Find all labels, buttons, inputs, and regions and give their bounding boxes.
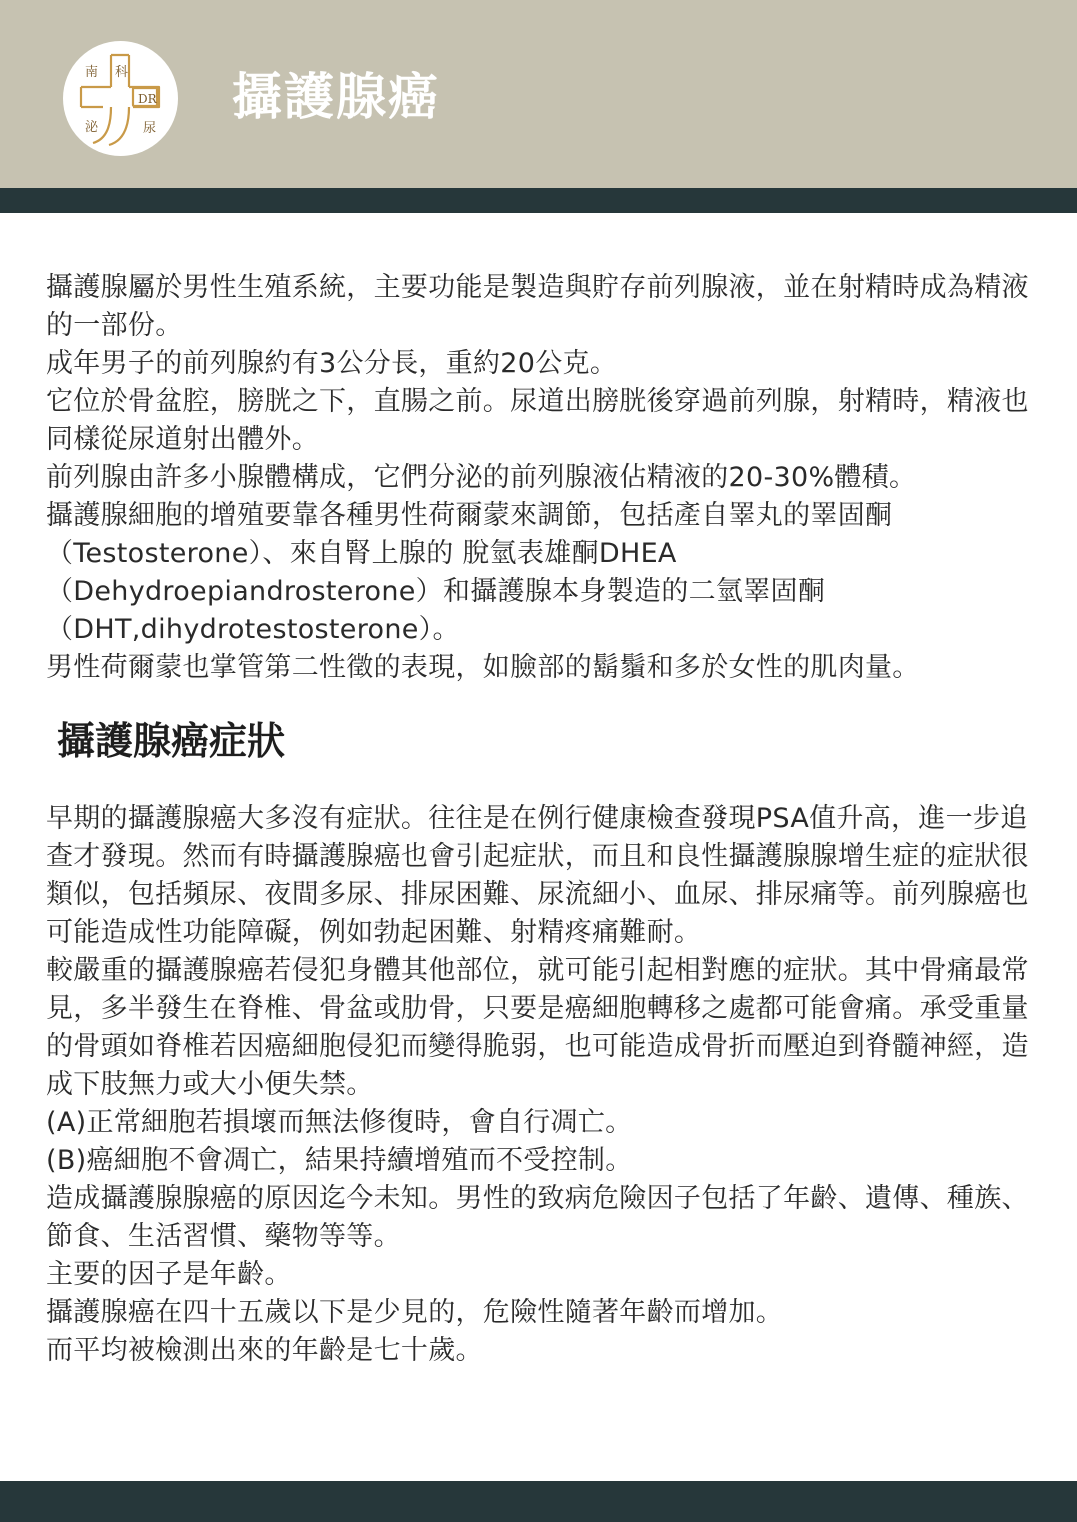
logo-dr-text: DR xyxy=(138,92,157,106)
symptoms-section xyxy=(46,800,1031,1370)
intro-paragraph: 前列腺由許多小腺體構成，它們分泌的前列腺液佔精液的20-30%體積。 xyxy=(46,462,917,493)
symptoms-heading: 攝護腺癌症狀 xyxy=(57,719,286,763)
footer-bar xyxy=(0,1481,1077,1522)
symptoms-paragraph: 早期的攝護腺癌大多沒有症狀。往往是在例行健康檢查發現PSA值升高，進一步追查才發現。然而有時攝護腺癌也會引起症狀，而且和良性攝護腺腺增生症的症狀很類似，包括頻尿、夜間多尿、排尿困難、尿流細小、血尿、排尿痛等。前列腺癌也可能造成性功能障礙，例如勃起困難、射精疼痛難耐。 xyxy=(46,803,1029,948)
symptoms-paragraph: 攝護腺癌在四十五歲以下是少見的，危險性隨著年齡而增加。 xyxy=(46,1297,784,1328)
intro-paragraph: （Dehydroepiandrosterone）和攝護腺本身製造的二氫睪固酮 xyxy=(46,576,826,607)
symptoms-paragraph: 較嚴重的攝護腺癌若侵犯身體其他部位，就可能引起相對應的症狀。其中骨痛最常見，多半發生在脊椎、骨盆或肋骨，只要是癌細胞轉移之處都可能會痛。承受重量的骨頭如脊椎若因癌細胞侵犯而變得脆弱，也可能造成骨折而壓迫到脊髓神經，造成下肢無力或大小便失禁。 xyxy=(46,955,1029,1100)
intro-paragraph: 攝護腺屬於男性生殖系統，主要功能是製造與貯存前列腺液，並在射精時成為精液的一部份。 xyxy=(46,272,1029,341)
intro-paragraph: 男性荷爾蒙也掌管第二性徵的表現，如臉部的鬍鬚和多於女性的肌肉量。 xyxy=(46,652,920,683)
intro-paragraph: （Testosterone）、來自腎上腺的 脫氫表雄酮DHEA xyxy=(46,538,677,569)
logo-char-south: 南 xyxy=(85,65,99,80)
intro-paragraph: 攝護腺細胞的增殖要靠各種男性荷爾蒙來調節，包括產自睪丸的睪固酮 xyxy=(46,500,893,531)
symptoms-paragraph: (B)癌細胞不會凋亡，結果持續增殖而不受控制。 xyxy=(46,1145,633,1176)
logo-char-urine: 尿 xyxy=(143,121,157,136)
symptoms-paragraph: 主要的因子是年齡。 xyxy=(46,1259,292,1290)
intro-section xyxy=(46,269,1031,687)
intro-paragraph: 成年男子的前列腺約有3公分長，重約20公克。 xyxy=(46,348,618,379)
logo-char-secrete: 泌 xyxy=(85,120,99,135)
intro-paragraph: （DHT,dihydrotestosterone）。 xyxy=(46,614,460,645)
header-divider-bar xyxy=(0,188,1077,213)
logo-cross-icon xyxy=(63,41,178,156)
page-title: 攝護腺癌 xyxy=(232,68,440,126)
symptoms-paragraph: 而平均被檢測出來的年齡是七十歲。 xyxy=(46,1335,483,1366)
intro-paragraph: 它位於骨盆腔，膀胱之下，直腸之前。尿道出膀胱後穿過前列腺，射精時，精液也同樣從尿道射出體外。 xyxy=(46,386,1029,455)
logo-char-science: 科 xyxy=(115,65,129,80)
clinic-logo xyxy=(63,41,178,156)
symptoms-paragraph: 造成攝護腺腺癌的原因迄今未知。男性的致病危險因子包括了年齡、遺傳、種族、節食、生活習慣、藥物等等。 xyxy=(46,1183,1029,1252)
symptoms-paragraph: (A)正常細胞若損壞而無法修復時，會自行凋亡。 xyxy=(46,1107,633,1138)
